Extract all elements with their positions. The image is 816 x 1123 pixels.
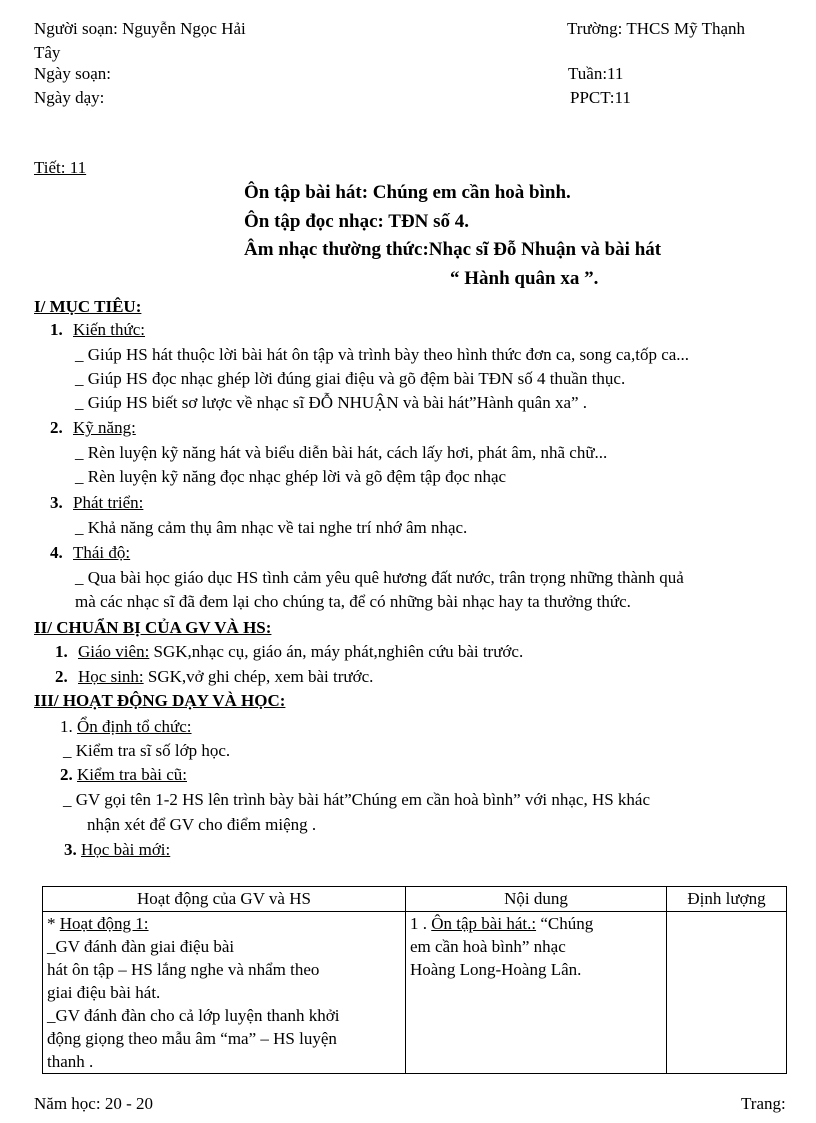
teacher-text: SGK,nhạc cụ, giáo án, máy phát,nghiên cứu bài trước.: [149, 642, 524, 661]
activity-line: giai điệu bài hát.: [47, 983, 161, 1002]
student-text: SGK,vở ghi chép, xem bài trước.: [143, 667, 374, 686]
organize-label: Ổn định tổ chức:: [77, 717, 192, 736]
section-1-heading: I/ MỤC TIÊU:: [34, 297, 142, 316]
star: *: [47, 914, 60, 933]
num: 1.: [55, 642, 68, 661]
knowledge-label: Kiến thức:: [73, 320, 146, 339]
footer-page: Trang:: [741, 1094, 786, 1113]
knowledge-line: _ Giúp HS đọc nhạc ghép lời đúng giai điệu và gõ đệm bài TĐN số 4 thuần thục.: [75, 369, 626, 388]
num: 3.: [50, 493, 63, 512]
num: 3.: [64, 840, 77, 859]
title-3: Âm nhạc thường thức:Nhạc sĩ Đỗ Nhuận và bài hát: [244, 239, 662, 260]
week: Tuần:11: [568, 64, 624, 83]
activity-line: động giọng theo mẫu âm “ma” – HS luyện: [47, 1029, 337, 1048]
ppct: PPCT:11: [570, 88, 631, 107]
num: 1 .: [410, 914, 432, 933]
skills-line: _ Rèn luyện kỹ năng hát và biểu diễn bài hát, cách lấy hơi, phát âm, nhã chữ...: [75, 443, 608, 462]
content-label: Ôn tập bài hát.:: [431, 914, 537, 933]
author: Người soạn: Nguyễn Ngọc Hải: [34, 19, 246, 38]
content-line: em cần hoà bình” nhạc: [410, 937, 566, 956]
num: 2.: [60, 765, 73, 784]
skills-label: Kỹ năng:: [73, 418, 136, 437]
num: 4.: [50, 543, 63, 562]
footer-year: Năm học: 20 - 20: [34, 1094, 153, 1113]
development-label: Phát triển:: [73, 493, 144, 512]
content-text: “Chúng: [536, 914, 594, 933]
knowledge-line: _ Giúp HS hát thuộc lời bài hát ôn tập và trình bày theo hình thức đơn ca, song ca,tốp ca...: [75, 345, 690, 364]
title-4: “ Hành quân xa ”.: [450, 268, 599, 289]
num: 1.: [60, 717, 73, 736]
review-label: Kiểm tra bài cũ:: [77, 765, 187, 784]
teacher-label: Giáo viên:: [78, 642, 150, 661]
new-lesson-label: Học bài mới:: [81, 840, 171, 859]
activity-line: _GV đánh đàn giai điệu bài: [47, 937, 235, 956]
activity-line: hát ôn tập – HS lắng nghe và nhẩm theo: [47, 960, 320, 979]
activity-line: thanh .: [47, 1052, 94, 1071]
school: Trường: THCS Mỹ Thạnh: [567, 19, 746, 38]
student-label: Học sinh:: [78, 667, 144, 686]
organize-text: _ Kiểm tra sĩ số lớp học.: [63, 741, 231, 760]
content-line: Hoàng Long-Hoàng Lân.: [410, 960, 582, 979]
col-header-activity: Hoạt động của GV và HS: [43, 887, 406, 912]
activity-line: _GV đánh đàn cho cả lớp luyện thanh khởi: [47, 1006, 340, 1025]
num: 1.: [50, 320, 63, 339]
num: 2.: [50, 418, 63, 437]
attitude-label: Thái độ:: [73, 543, 131, 562]
development-line: _ Khả năng cảm thụ âm nhạc về tai nghe trí nhớ âm nhạc.: [75, 518, 468, 537]
date-prep: Ngày soạn:: [34, 64, 111, 83]
num: 2.: [55, 667, 68, 686]
date-teach: Ngày dạy:: [34, 88, 105, 107]
knowledge-line: _ Giúp HS biết sơ lược về nhạc sĩ ĐỖ NHUẬN và bài hát”Hành quân xa” .: [75, 393, 588, 412]
section-3-heading: III/ HOẠT ĐỘNG DẠY VÀ HỌC:: [34, 691, 286, 710]
activity-cell: [43, 912, 406, 1074]
col-header-content: Nội dung: [406, 887, 667, 912]
attitude-line: mà các nhạc sĩ đã đem lại cho chúng ta, để có những bài nhạc hay ta thưởng thức.: [75, 592, 631, 611]
content-cell: [406, 912, 667, 1074]
period: Tiết: 11: [34, 158, 87, 177]
skills-line: _ Rèn luyện kỹ năng đọc nhạc ghép lời và gõ đệm tập đọc nhạc: [75, 467, 507, 486]
attitude-line: _ Qua bài học giáo dục HS tình cảm yêu quê hương đất nước, trân trọng những thành quả: [75, 568, 684, 587]
author-cont: Tây: [34, 43, 61, 62]
title-1: Ôn tập bài hát: Chúng em cần hoà bình.: [244, 182, 571, 203]
review-line: nhận xét để GV cho điểm miệng .: [87, 815, 317, 834]
section-2-heading: II/ CHUẨN BỊ CỦA GV VÀ HS:: [34, 618, 272, 637]
lesson-table: [42, 886, 787, 1074]
activity-label: Hoạt động 1:: [59, 914, 149, 933]
col-header-amount: Định lượng: [667, 887, 787, 912]
title-2: Ôn tập đọc nhạc: TĐN số 4.: [244, 211, 470, 232]
review-line: _ GV gọi tên 1-2 HS lên trình bày bài hát”Chúng em cần hoà bình” với nhạc, HS khác: [63, 790, 651, 809]
amount-cell: [667, 912, 787, 1074]
